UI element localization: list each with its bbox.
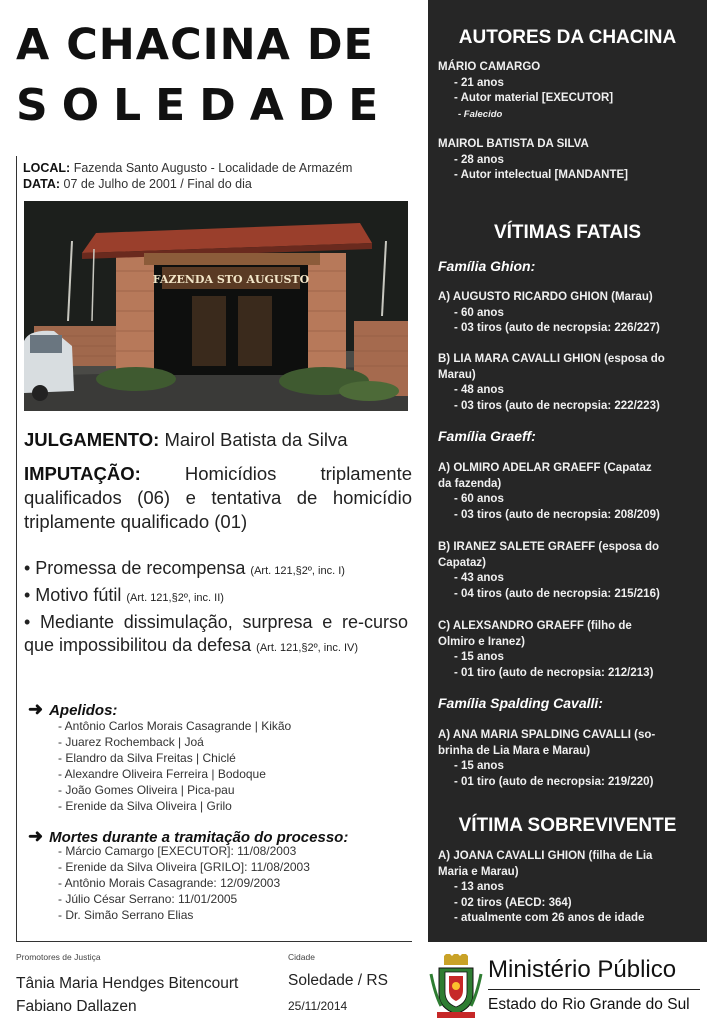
vitima-name: B) LIA MARA CAVALLI GHION (esposa do bbox=[438, 353, 665, 365]
list-item: - Márcio Camargo [EXECUTOR]: 11/08/2003 bbox=[58, 844, 297, 858]
vitimas-heading: VÍTIMAS FATAIS bbox=[493, 222, 642, 243]
mortes-heading-text: Mortes durante a tramitação do processo: bbox=[49, 829, 349, 846]
institution-name: Ministério Público bbox=[488, 956, 677, 983]
date-line bbox=[23, 177, 252, 191]
vitima-name: B) IRANEZ SALETE GRAEFF (esposa do bbox=[438, 541, 660, 553]
promotor-name: Fabiano Dallazen bbox=[16, 998, 137, 1015]
list-item: - Erenide da Silva Oliveira | Grilo bbox=[58, 799, 232, 813]
vitima-name: A) OLMIRO ADELAR GRAEFF (Capataz bbox=[438, 462, 652, 474]
vitima-age: - 60 anos bbox=[454, 306, 504, 319]
apelidos-heading-text: Apelidos: bbox=[49, 702, 118, 719]
vitima-age: - 15 anos bbox=[454, 760, 504, 772]
imputacao-label: IMPUTAÇÃO: bbox=[24, 463, 141, 484]
list-item bbox=[24, 557, 408, 583]
list-item: - Júlio César Serrano: 11/01/2005 bbox=[58, 892, 238, 906]
vitima-now: - atualmente com 26 anos de idade bbox=[454, 912, 645, 924]
local-line bbox=[23, 161, 352, 175]
promotores-names bbox=[16, 972, 238, 1018]
vitima-name: A) AUGUSTO RICARDO GHION (Marau) bbox=[438, 291, 653, 303]
vitima-block bbox=[438, 540, 700, 602]
vitima-tiros: - 03 tiros (auto de necropsia: 226/227) bbox=[454, 322, 660, 334]
date-value-footer: 25/11/2014 bbox=[288, 999, 348, 1013]
right-panel bbox=[428, 0, 707, 942]
julgamento-label: JULGAMENTO: bbox=[24, 429, 160, 450]
vitima-name-cont: Maria e Marau) bbox=[438, 865, 519, 878]
list-item: - João Gomes Oliveira | Pica-pau bbox=[58, 783, 235, 797]
institution-subtitle: Estado do Rio Grande do Sul bbox=[488, 996, 690, 1013]
sobrevivente-heading: VÍTIMA SOBREVIVENTE bbox=[458, 815, 677, 836]
apelidos-list bbox=[58, 718, 291, 814]
list-item: - Antônio Carlos Morais Casagrande | Kikão bbox=[58, 719, 292, 733]
page-title-line1: A CHACINA DE bbox=[16, 20, 374, 70]
vitima-name-cont: Marau) bbox=[438, 368, 476, 381]
arrow-right-icon: ➜ bbox=[28, 826, 44, 846]
local-label: LOCAL: bbox=[23, 161, 71, 175]
imputacao-paragraph bbox=[24, 462, 412, 534]
vitima-tiros: - 04 tiros (auto de necropsia: 215/216) bbox=[454, 587, 660, 600]
bullet-text: • Mediante dissimulação, surpresa e re-curso que impossibilitou da defesa bbox=[24, 612, 408, 655]
rs-coat-of-arms-icon bbox=[429, 954, 483, 1020]
vitima-name-cont: Capataz) bbox=[438, 556, 486, 569]
autor-age: - 28 anos bbox=[454, 153, 504, 166]
vitima-tiros: - 03 tiros (auto de necropsia: 208/209) bbox=[454, 508, 660, 521]
familia-graeff-heading: Família Graeff: bbox=[438, 428, 536, 444]
vitima-block bbox=[438, 728, 700, 790]
autor-name: MÁRIO CAMARGO bbox=[438, 61, 541, 73]
vitima-name: A) JOANA CAVALLI GHION (filha de Lia bbox=[438, 850, 653, 862]
sobrevivente-block bbox=[438, 849, 700, 927]
promotores-label: Promotores de Justiça bbox=[16, 952, 101, 962]
list-item: - Erenide da Silva Oliveira [GRILO]: 11/08/2003 bbox=[58, 860, 310, 874]
date-value: 07 de Julho de 2001 / Final do dia bbox=[63, 177, 252, 191]
qualificadoras-list bbox=[24, 557, 408, 661]
list-item bbox=[24, 584, 408, 610]
bullet-ref: (Art. 121,§2º, inc. II) bbox=[126, 592, 224, 604]
bullet-text: • Motivo fútil bbox=[24, 585, 122, 605]
farm-sign-text: FAZENDA STO AUGUSTO bbox=[152, 273, 310, 286]
autores-heading: AUTORES DA CHACINA bbox=[458, 27, 677, 48]
vitima-block bbox=[438, 290, 700, 337]
autor-age: - 21 anos bbox=[454, 76, 504, 89]
imputacao-value: Homicídios triplamente qualificados (06) e tentativa de homicídio triplamente qualificado (01) bbox=[24, 463, 413, 532]
bullet-text: • Promessa de recompensa bbox=[24, 558, 246, 578]
date-label: DATA: bbox=[23, 177, 61, 191]
vitima-name: C) ALEXSANDRO GRAEFF (filho de bbox=[438, 620, 632, 632]
farm-gate-illustration bbox=[24, 201, 408, 411]
vitima-age: - 48 anos bbox=[454, 384, 504, 396]
page-title-line2: SOLEDADE bbox=[16, 80, 393, 131]
autor-block bbox=[438, 137, 700, 184]
list-item: - Alexandre Oliveira Ferreira | Bodoque bbox=[58, 767, 266, 781]
autor-role: - Autor intelectual [MANDANTE] bbox=[454, 169, 628, 181]
autor-note: - Falecido bbox=[458, 108, 503, 120]
julgamento-value: Mairol Batista da Silva bbox=[164, 429, 348, 450]
vitima-tiros: - 01 tiro (auto de necropsia: 212/213) bbox=[454, 666, 654, 679]
list-item: - Juarez Rochemback | Joá bbox=[58, 735, 204, 749]
familia-ghion-heading: Família Ghion: bbox=[438, 258, 536, 274]
mortes-list bbox=[58, 843, 310, 923]
vitima-age: - 43 anos bbox=[454, 572, 504, 584]
local-value: Fazenda Santo Augusto - Localidade de Armazém bbox=[73, 161, 353, 175]
cidade-label: Cidade bbox=[288, 952, 315, 962]
autor-role: - Autor material [EXECUTOR] bbox=[454, 92, 614, 104]
autor-block bbox=[438, 60, 700, 122]
list-item: - Antônio Morais Casagrande: 12/09/2003 bbox=[58, 876, 281, 890]
vitima-tiros: - 03 tiros (auto de necropsia: 222/223) bbox=[454, 399, 660, 412]
vitima-tiros: - 01 tiro (auto de necropsia: 219/220) bbox=[454, 775, 654, 788]
bullet-ref: (Art. 121,§2º, inc. IV) bbox=[256, 642, 359, 654]
vitima-age: - 13 anos bbox=[454, 881, 504, 893]
institution-divider bbox=[488, 989, 700, 990]
vitima-age: - 15 anos bbox=[454, 651, 504, 663]
list-item: - Dr. Simão Serrano Elias bbox=[58, 908, 194, 922]
cidade-value: Soledade / RS bbox=[288, 972, 388, 989]
vitima-name: A) ANA MARIA SPALDING CAVALLI (so- bbox=[438, 729, 656, 741]
apelidos-heading bbox=[28, 699, 117, 720]
bullet-ref: (Art. 121,§2º, inc. I) bbox=[250, 565, 345, 577]
vitima-block bbox=[438, 619, 700, 681]
vitima-name-cont: da fazenda) bbox=[438, 477, 502, 490]
vitima-name-cont: brinha de Lia Mara e Marau) bbox=[438, 744, 591, 757]
vitima-block bbox=[438, 352, 700, 414]
autor-name: MAIROL BATISTA DA SILVA bbox=[438, 138, 589, 150]
vitima-name-cont: Olmiro e Iranez) bbox=[438, 635, 525, 648]
farm-gate-photo bbox=[24, 201, 408, 411]
arrow-right-icon: ➜ bbox=[28, 699, 44, 719]
julgamento-line bbox=[24, 428, 412, 452]
list-item: - Elandro da Silva Freitas | Chiclé bbox=[58, 751, 236, 765]
vitima-age: - 60 anos bbox=[454, 493, 504, 505]
familia-spalding-heading: Família Spalding Cavalli: bbox=[438, 695, 603, 711]
vitima-tiros: - 02 tiros (AECD: 364) bbox=[454, 896, 572, 909]
promotor-name: Tânia Maria Hendges Bitencourt bbox=[16, 975, 239, 992]
vitima-block bbox=[438, 461, 700, 523]
list-item bbox=[24, 611, 408, 660]
